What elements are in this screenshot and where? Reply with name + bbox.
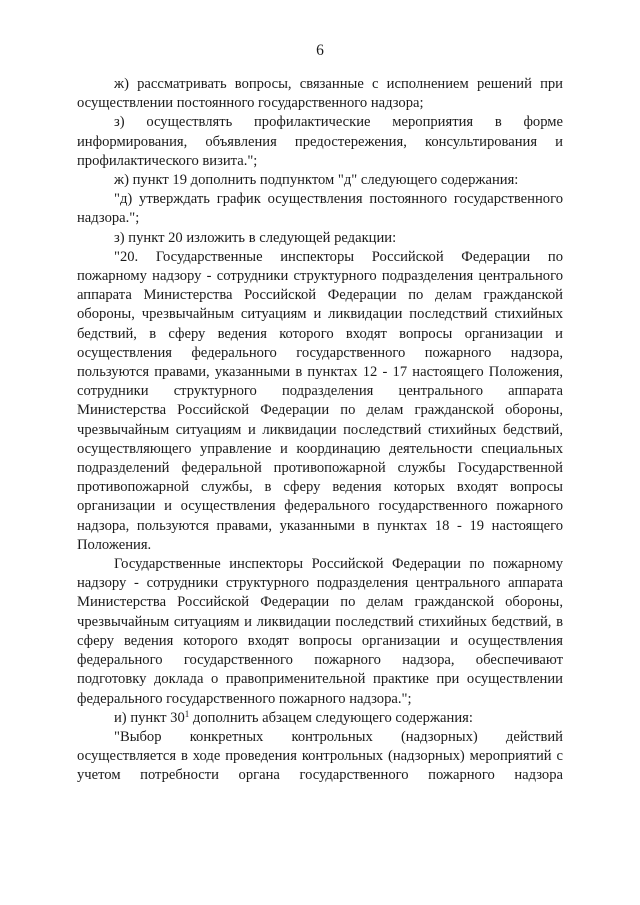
paragraph-inspectors-report: Государственные инспекторы Российской Федерации по пожарному надзору - сотрудники структурного подразделения центрального аппарата Министерства Российской Федерации по делам гражданской обороны, чрезвычайным ситуациям и ликвидации последствий стихийных бедствий, в сферу ведения которого входят вопросы организации и осуществления федерального государственного пожарного надзора, обеспечивают подготовку доклада о правоприменительной практике при осуществлении федерального государственного пожарного надзора."; [77, 556, 563, 707]
point-30-text-after: дополнить абзацем следующего содержания: [189, 709, 473, 726]
paragraph-item-zh-review: ж) рассматривать вопросы, связанные с исполнением решений при осуществлении постоянного государственного надзора; [77, 76, 563, 112]
page-number: 6 [316, 42, 324, 59]
point-30-superscript: 1 [184, 708, 190, 719]
point-30-text-before: и) пункт 30 [114, 709, 185, 726]
paragraph-item-z-prevention: з) осуществлять профилактические мероприятия в форме информирования, объявления предостережения, консультирования и профилактического визита."; [77, 114, 563, 169]
paragraph-amend-point-30-1 [77, 709, 563, 728]
paragraph-choice-of-actions: "Выбор конкретных контрольных (надзорных) действий осуществляется в ходе проведения контрольных (надзорных) мероприятий с учетом потребности органа государственного пожарного надзора [77, 728, 563, 784]
paragraph-amend-point-19: ж) пункт 19 дополнить подпунктом "д" следующего содержания: [114, 172, 519, 189]
paragraph-subitem-d: "д) утверждать график осуществления постоянного государственного надзора."; [77, 191, 563, 227]
paragraph-point-20-text: "20. Государственные инспекторы Российской Федерации по пожарному надзору - сотрудники структурного подразделения центрального аппарата Министерства Российской Федерации по делам гражданской обороны, чрезвычайным ситуациям и ликвидации последствий стихийных бедствий, в сферу ведения которого входят вопросы организации и осуществления федерального государственного пожарного надзора, пользуются правами, указанными в пунктах 12 - 17 настоящего Положения, сотрудники структурного подразделения центрального аппарата Министерства Российской Федерации по делам гражданской обороны, чрезвычайным ситуациям и ликвидации последствий стихийных бедствий, осуществляющего управление и координацию деятельности специальных подразделений федеральной противопожарной службы Государственной противопожарной службы, в сферу ведения которых входят вопросы организации и осуществления федерального государственного пожарного надзора, пользуются правами, указанными в пунктах 18 - 19 настоящего Положения. [77, 248, 563, 553]
document-body [77, 75, 563, 786]
paragraph-amend-point-20: з) пункт 20 изложить в следующей редакции: [114, 229, 397, 246]
